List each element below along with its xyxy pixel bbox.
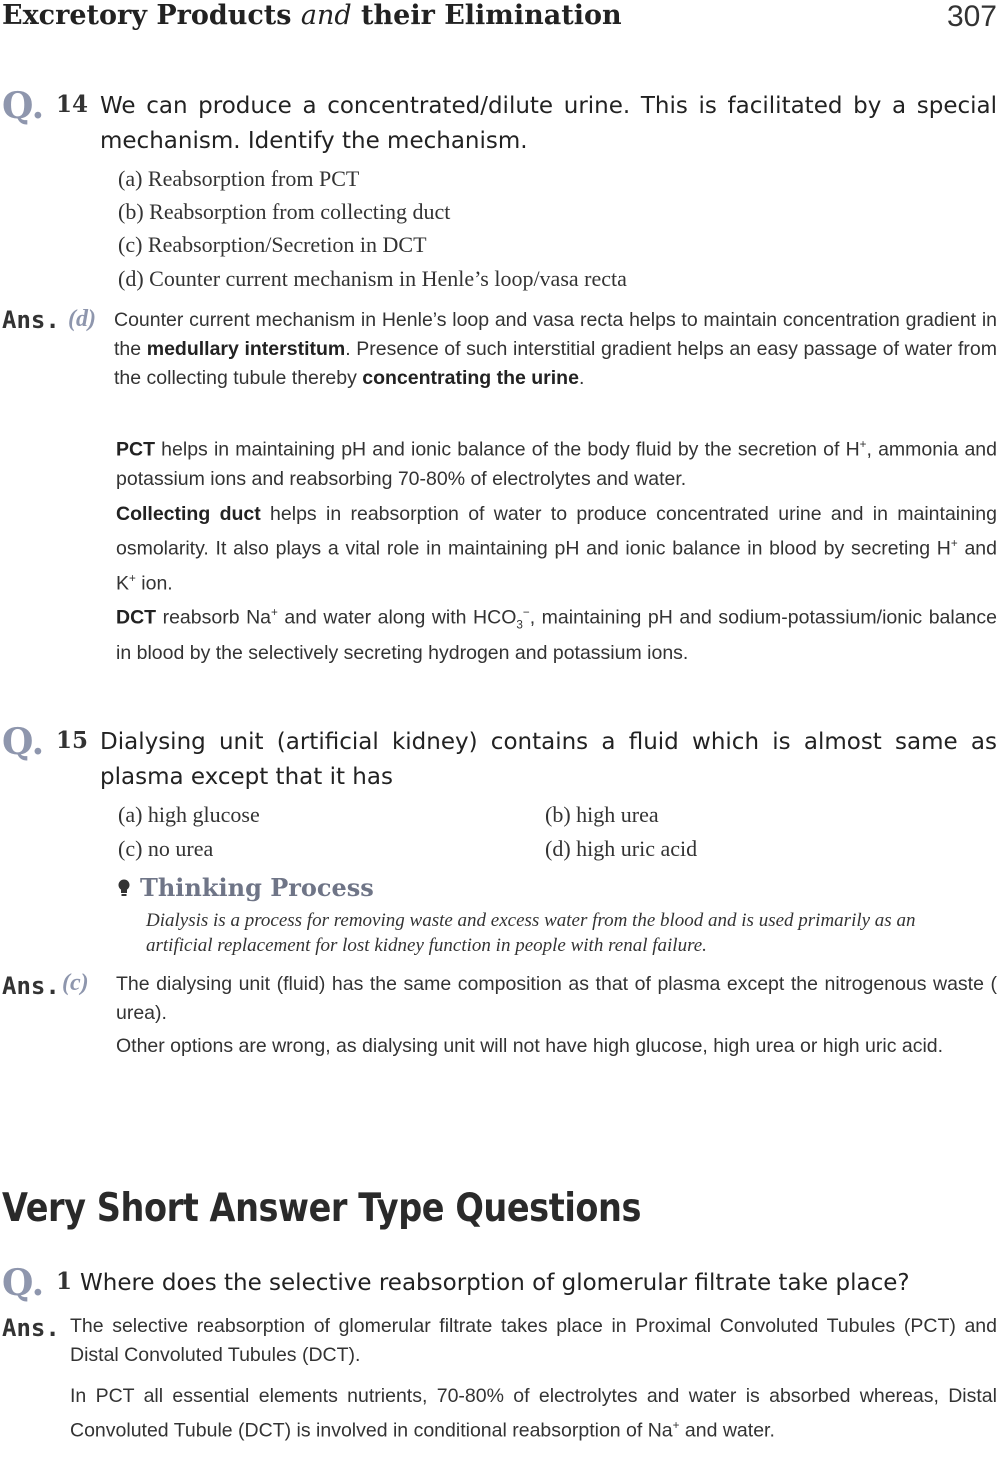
lightbulb-icon	[118, 879, 130, 897]
answer-key: (d)	[68, 306, 96, 332]
answer-paragraph: The dialysing unit (fluid) has the same composition as that of plasma except the nitrogenous waste ( urea).	[116, 973, 997, 1024]
question-mark: Q.	[2, 1262, 45, 1304]
option-d: (d) high uric acid	[545, 836, 698, 861]
answer-paragraph: In PCT all essential elements nutrients, 70-80% of electrolytes and water is absorbed whereas, Distal Convoluted Tubule (DCT) is involved in conditional reabsorption of Na+ and water.	[70, 1385, 997, 1442]
question-text: Where does the selective reabsorption of glomerular filtrate take place?	[80, 1270, 910, 1296]
answer-key: (c)	[62, 970, 89, 996]
question-mark: Q.	[2, 85, 45, 127]
page-number: 307	[946, 0, 997, 33]
question-number: 15	[56, 727, 89, 754]
answer-paragraph-dct: DCT reabsorb Na+ and water along with $HCO_3^-$, maintaining pH and sodium-potassium/ionic balance in blood by the selectively secreting hydrogen and potassium ions.	[116, 606, 997, 665]
option-c: (c) Reabsorption/Secretion in DCT	[118, 232, 427, 257]
question-number: 1	[56, 1268, 73, 1295]
question-mark: Q.	[2, 721, 45, 763]
answer-label: Ans.	[2, 1314, 60, 1342]
option-d: (d) Counter current mechanism in Henle’s loop/vasa recta	[118, 266, 627, 291]
question-text: Dialysing unit (artificial kidney) contains a fluid which is almost same as plasma except that it has	[100, 729, 997, 790]
question-number: 14	[56, 91, 89, 118]
thinking-process-text: Dialysis is a process for removing waste and excess water from the blood and is used primarily as an artificial replacement for lost kidney function in people with renal failure.	[146, 910, 916, 956]
answer-paragraph: The selective reabsorption of glomerular filtrate takes place in Proximal Convoluted Tubules (PCT) and Distal Convoluted Tubules (DCT).	[70, 1315, 997, 1366]
answer-paragraph: Other options are wrong, as dialysing unit will not have high glucose, high urea or high uric acid.	[116, 1035, 944, 1057]
answer-label: Ans.	[2, 972, 60, 1000]
page-header	[0, 0, 999, 40]
option-a: (a) Reabsorption from PCT	[118, 166, 360, 191]
thinking-process-heading: Thinking Process	[118, 873, 374, 902]
section-title: Very Short Answer Type Questions	[2, 1186, 641, 1231]
option-c: (c) no urea	[118, 836, 214, 861]
option-b: (b) high urea	[545, 802, 659, 827]
answer-paragraph-pct: PCT helps in maintaining pH and ionic balance of the body fluid by the secretion of H+, ammonia and potassium ions and reabsorbing 70-80% of electrolytes and water.	[116, 438, 997, 490]
answer-paragraph-collecting-duct: Collecting duct helps in reabsorption of water to produce concentrated urine and in maintaining osmolarity. It also plays a vital role in maintaining pH and ionic balance in blood by secreting H+ and K+ ion.	[116, 503, 997, 594]
chapter-title: Excretory Products and their Elimination	[2, 0, 622, 31]
option-b: (b) Reabsorption from collecting duct	[118, 199, 451, 224]
answer-label: Ans.	[2, 306, 60, 334]
option-a: (a) high glucose	[118, 802, 260, 827]
question-text: We can produce a concentrated/dilute urine. This is facilitated by a special mechanism. Identify the mechanism.	[100, 93, 997, 154]
answer-paragraph: Counter current mechanism in Henle’s loop and vasa recta helps to maintain concentration gradient in the medullary interstitum. Presence of such interstitial gradient helps an easy passage of water from the collecting tubule thereby concentrating the urine.	[114, 309, 998, 389]
